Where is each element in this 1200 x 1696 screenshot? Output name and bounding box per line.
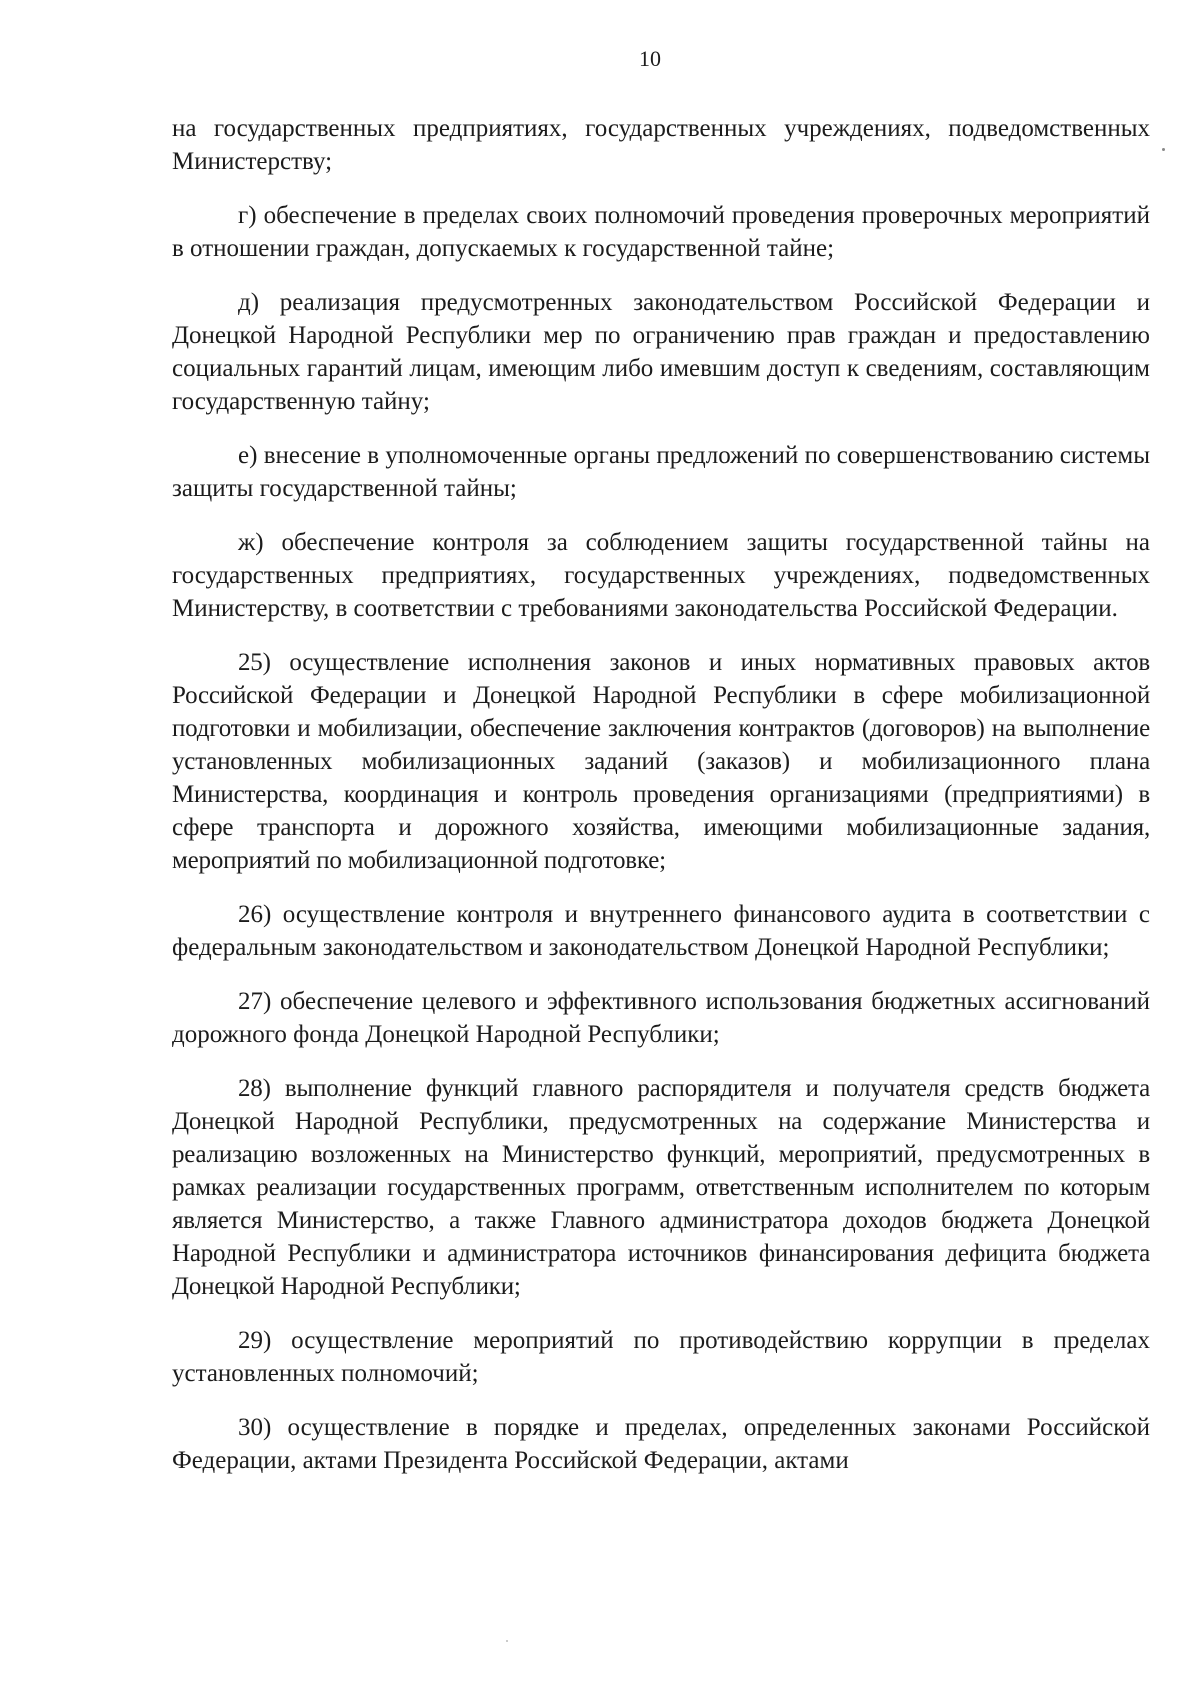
paragraph-continuation: на государственных предприятиях, государственных учреждениях, подведомственных Министерству; <box>172 115 1150 175</box>
paragraph-item-30: 30) осуществление в порядке и пределах, определенных законами Российской Федерации, актами Президента Российской Федерации, актами <box>172 1414 1150 1474</box>
paragraph-item-e: е) внесение в уполномоченные органы предложений по совершенствованию системы защиты государственной тайны; <box>172 442 1150 502</box>
paragraph-item-27: 27) обеспечение целевого и эффективного использования бюджетных ассигнований дорожного фонда Донецкой Народной Республики; <box>172 988 1150 1048</box>
scan-dot <box>1162 148 1165 151</box>
document-body <box>172 112 1150 1477</box>
paragraph-item-zh: ж) обеспечение контроля за соблюдением защиты государственной тайны на государственных предприятиях, государственных учреждениях, подведомственных Министерству, в соответствии с требованиями законодательства Российской Федерации. <box>172 529 1150 622</box>
page-number: 10 <box>639 46 661 71</box>
scan-dot <box>506 1640 508 1642</box>
paragraph-item-25: 25) осуществление исполнения законов и иных нормативных правовых актов Российской Федерации и Донецкой Народной Республики в сфере мобилизационной подготовки и мобилизации, обеспечение заключения контрактов (договоров) на выполнение установленных мобилизационных заданий (заказов) и мобилизационного плана Министерства, координация и контроль проведения организациями (предприятиями) в сфере транспорта и дорожного хозяйства, имеющими мобилизационные задания, мероприятий по мобилизационной подготовке; <box>172 649 1150 874</box>
paragraph-item-g: г) обеспечение в пределах своих полномочий проведения проверочных мероприятий в отношении граждан, допускаемых к государственной тайне; <box>172 202 1150 262</box>
paragraph-item-29: 29) осуществление мероприятий по противодействию коррупции в пределах установленных полномочий; <box>172 1327 1150 1387</box>
paragraph-item-28: 28) выполнение функций главного распорядителя и получателя средств бюджета Донецкой Народной Республики, предусмотренных на содержание Министерства и реализацию возложенных на Министерство функций, мероприятий, предусмотренных в рамках реализации государственных программ, ответственным исполнителем по которым является Министерство, а также Главного администратора доходов бюджета Донецкой Народной Республики и администратора источников финансирования дефицита бюджета Донецкой Народной Республики; <box>172 1075 1150 1300</box>
paragraph-item-d: д) реализация предусмотренных законодательством Российской Федерации и Донецкой Народной Республики мер по ограничению прав граждан и предоставлению социальных гарантий лицам, имеющим либо имевшим доступ к сведениям, составляющим государственную тайну; <box>172 289 1150 415</box>
paragraph-item-26: 26) осуществление контроля и внутреннего финансового аудита в соответствии с федеральным законодательством и законодательством Донецкой Народной Республики; <box>172 901 1150 961</box>
